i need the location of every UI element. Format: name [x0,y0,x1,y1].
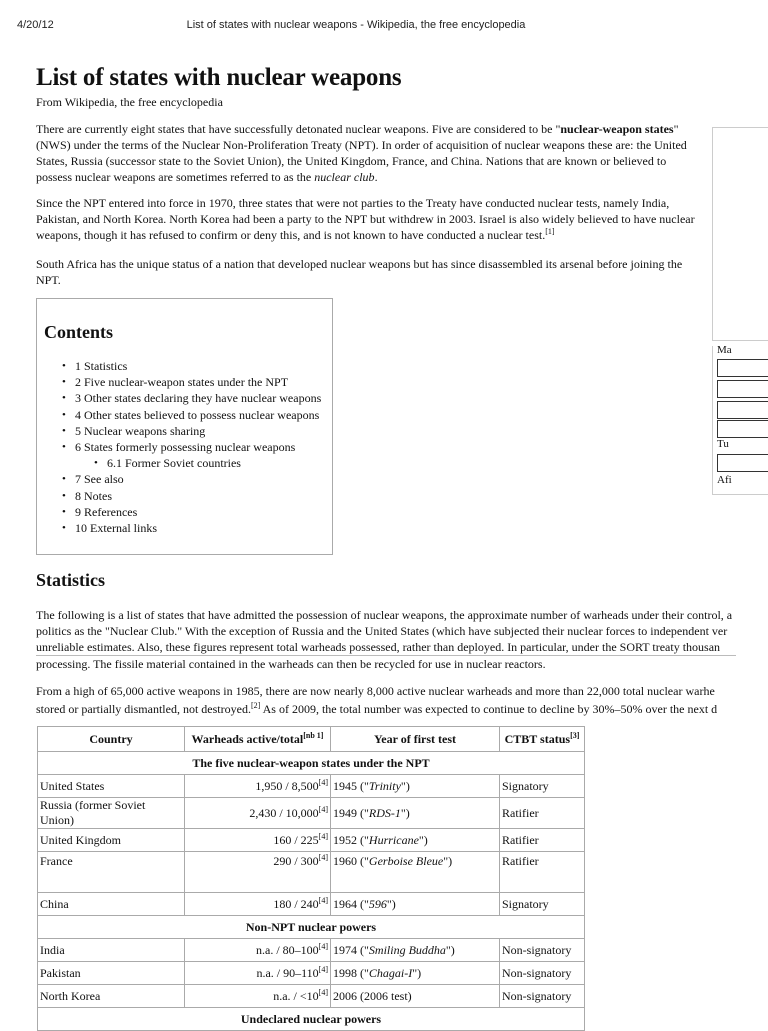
toc-item[interactable]: • 9 References [75,504,321,520]
legend-swatch [717,359,768,377]
table-row: United Kingdom 160 / 225[4] 1952 ("Hurricane") Ratifier [38,829,585,852]
toc-item[interactable]: • 3 Other states declaring they have nuclear weapons [75,390,321,406]
intro-paragraph-3: South Africa has the unique status of a nation that developed nuclear weapons but has since disassembled its arsenal before joining the NPT. [36,257,683,287]
col-ctbt: CTBT status[3] [500,727,585,752]
group-row: Undeclared nuclear powers [38,1008,585,1031]
table-row: North Korea n.a. / <10[4] 2006 (2006 test) Non-signatory [38,985,585,1008]
print-header [0,19,768,33]
statistics-heading: Statistics [36,570,105,590]
toc-item[interactable]: • 7 See also [75,471,321,487]
table-of-contents [36,298,333,555]
legend-swatch [717,454,768,472]
group-row: Non-NPT nuclear powers [38,916,585,939]
toc-subitem[interactable]: • 6.1 Former Soviet countries [107,455,321,471]
nws-link[interactable]: nuclear-weapon states [560,122,674,136]
intro-paragraph-1: There are currently eight states that have successfully detonated nuclear weapons. Five are considered to be "nuclear-weapon states" (NWS) under the terms of the Nuclear Non-Proliferation Treaty (NPT). In order of acquisition of nuclear weapons these are: the United States, Russia (successor state to the Soviet Union), the United Kingdom, France, and China. Nations that are known or believed to possess nuclear weapons are sometimes referred to as the nuclear club. [36,122,687,184]
legend-swatch [717,380,768,398]
infobox-map-frame [712,127,768,341]
print-title: List of states with nuclear weapons - Wikipedia, the free encyclopedia [186,19,526,31]
legend-swatch [717,420,768,438]
legend-label: Tu [717,438,729,450]
table-row: India n.a. / 80–100[4] 1974 ("Smiling Buddha") Non-signatory [38,939,585,962]
page-title: List of states with nuclear weapons [36,64,402,91]
toc-item[interactable]: • 5 Nuclear weapons sharing [75,423,321,439]
col-warheads: Warheads active/total[nb 1] [185,727,331,752]
intro-paragraph-2: Since the NPT entered into force in 1970, three states that were not parties to the Treaty have conducted nuclear tests, namely India, Pakistan, and North Korea. North Korea had been a party to the NPT but withdrew in 2003. Israel is also widely believed to have nuclear weapons, though it has refused to confirm or deny this, and is not known to have conducted a nuclear test.[1] [36,196,695,242]
col-year: Year of first test [331,727,500,752]
legend-label: Ma [717,344,732,356]
group-row: The five nuclear-weapon states under the NPT [38,752,585,775]
nuclear-states-table [37,726,585,1031]
statistics-paragraph-2: From a high of 65,000 active weapons in 1985, there are now nearly 8,000 active nuclear warheads and more than 22,000 total nuclear warhe stored or partially dismantled, not destroyed.[2] As of 2009, the total number was expected to continue to decline by 30%–50% over the next d [36,684,718,716]
table-row: Russia (former Soviet Union) 2,430 / 10,000[4] 1949 ("RDS-1") Ratifier [38,798,585,829]
col-country: Country [38,727,185,752]
toc-list [75,358,321,536]
table-row: Pakistan n.a. / 90–110[4] 1998 ("Chagai-I") Non-signatory [38,962,585,985]
toc-item[interactable]: • 8 Notes [75,488,321,504]
table-header-row [38,727,585,752]
legend-label: Afi [717,474,732,486]
print-date: 4/20/12 [17,19,54,31]
table-row: China 180 / 240[4] 1964 ("596") Signatory [38,893,585,916]
toc-heading: Contents [44,322,114,342]
citation-link[interactable]: [2] [250,701,261,710]
toc-item[interactable]: • 6 States formerly possessing nuclear weapons [75,439,321,455]
toc-item[interactable]: • 4 Other states believed to possess nuclear weapons [75,407,321,423]
legend-swatch [717,401,768,419]
toc-item[interactable]: • 10 External links [75,520,321,536]
page-tagline: From Wikipedia, the free encyclopedia [36,95,223,109]
nuclear-club-term: nuclear club [314,170,375,184]
toc-item[interactable]: • 1 Statistics [75,358,321,374]
table-row: United States 1,950 / 8,500[4] 1945 ("Trinity") Signatory [38,775,585,798]
toc-item[interactable]: • 2 Five nuclear-weapon states under the NPT [75,374,321,390]
citation-link[interactable]: [1] [545,227,555,236]
table-row: France 290 / 300[4] 1960 ("Gerboise Bleue") Ratifier [38,852,585,893]
statistics-paragraph-1: The following is a list of states that have admitted the possession of nuclear weapons, the approximate number of warheads under their control, a politics as the "Nuclear Club." With the exception of Russia and the United States (which have subjected their nuclear forces to independent ver unreliable estimates. Also, these figures represent total warheads possessed, rather than deployed. In particular, under the SORT treaty thousan processing. The fissile material contained in the warheads can then be recycled for use in nuclear reactors. [36,607,736,672]
